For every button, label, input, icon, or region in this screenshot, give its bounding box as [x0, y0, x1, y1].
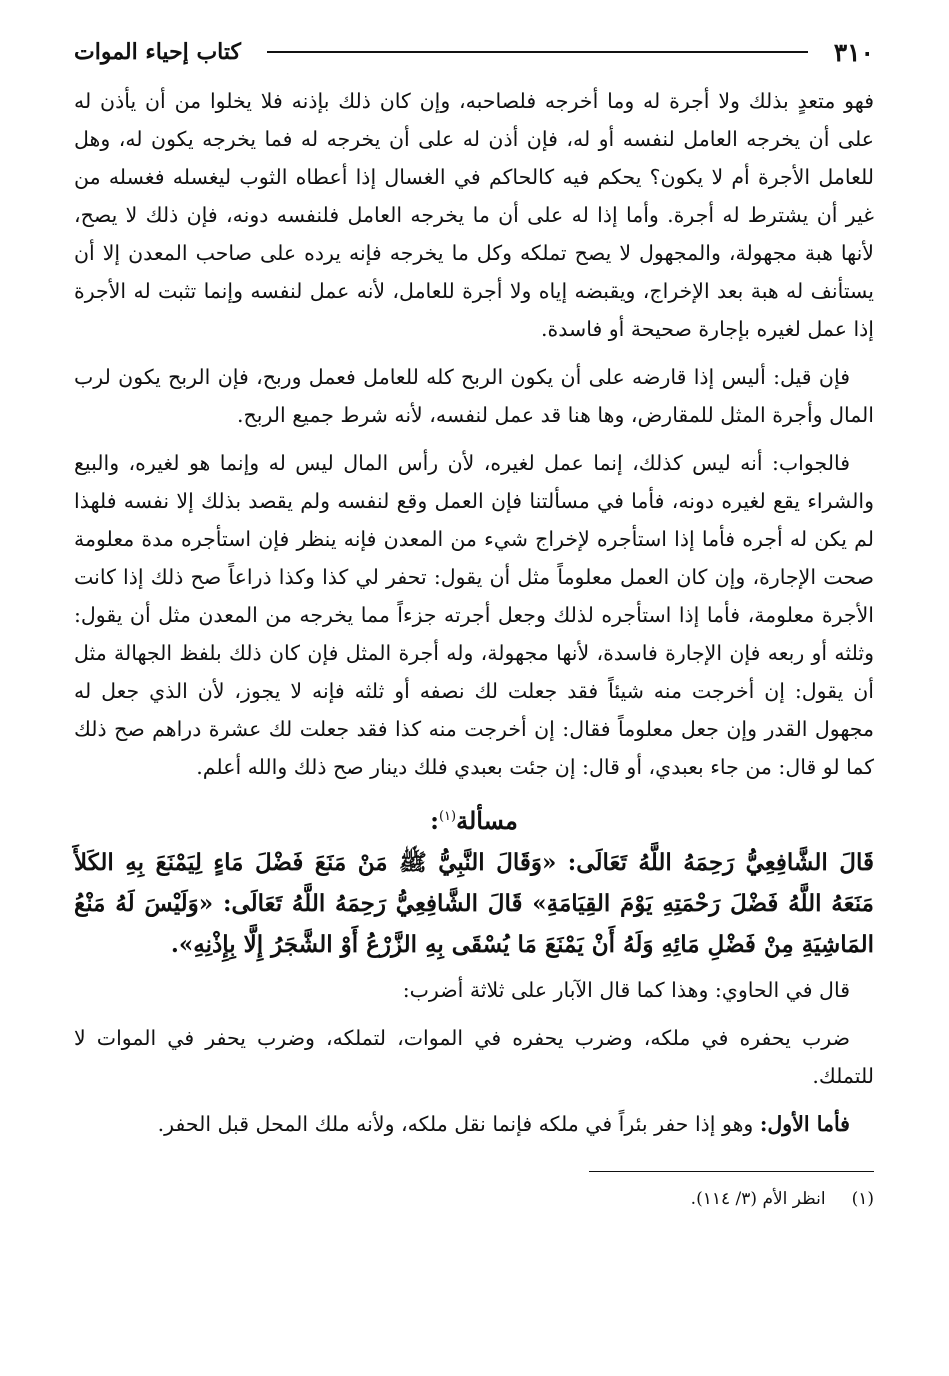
- paragraph: قال في الحاوي: وهذا كما قال الآبار على ثلاثة أضرب:: [402, 978, 850, 1002]
- issue-title-text: مسألة: [456, 806, 518, 835]
- footnote-text: انظر الأم (٣/ ١١٤).: [690, 1189, 826, 1209]
- paragraph: [74, 1105, 874, 1143]
- book-page: [74, 28, 874, 1212]
- footnote-number: (١): [851, 1189, 874, 1209]
- paragraph: فالجواب: أنه ليس كذلك، إنما عمل لغيره، لأن رأس المال ليس له وإنما هو لغيره، والبيع والشراء يقع لغيره دونه، فأما في مسألتنا فإن العمل وقع لنفسه ولم يقصد بذلك إلا نفسه فلهذا لم يكن له أجره فأما إذا استأجره لإخراج شيء من المعدن فإنه ينظر فإن استأجره مدة معلومة صحت الإجارة، وإن كان العمل معلوماً مثل أن يقول: تحفر لي كذا وكذا ذراعاً صح ذلك إذا كانت الأجرة معلومة، فأما إذا استأجره لذلك وجعل أجرته جزءاً مما يخرجه من المعدن مثل أن يقول: وثلثه أو ربعه فإن الإجارة فاسدة، لأنها مجهولة، وله أجرة المثل فإن كان ذلك بلفظ الجهالة مثل أن يقول: إن أخرجت منه شيئاً فقد جعلت لك نصفه أو ثلثه فإنه لا يجوز، لأن الذي جعل له مجهول القدر وإن جعل معلوماً فقال: إن أخرجت منه كذا فقد جعلت لك عشرة دراهم صح ذلك كما لو قال: من جاء بعبدي، أو قال: إن جئت بعبدي فلك دينار صح ذلك والله أعلم.: [74, 451, 874, 779]
- issue-heading: [74, 796, 874, 842]
- matn-text: قَالَ الشَّافِعِيُّ رَحِمَهُ اللَّهُ تَعَالَى: «وَقَالَ النَّبِيُّ ﷺ مَنْ مَنَعَ فَضْلَ مَاءٍ لِيَمْنَعَ بِهِ الكَلأَ مَنَعَهُ اللَّهُ فَضْلَ رَحْمَتِهِ يَوْمَ القِيَامَةِ» قَالَ الشَّافِعِيُّ رَحِمَهُ اللَّهُ تَعَالَى: «وَلَيْسَ لَهُ مَنْعُ المَاشِيَةِ مِنْ فَضْلِ مَائِهِ وَلَهُ أَنْ يَمْنَعَ مَا يُسْقَى بِهِ الزَّرْعُ أَوْ الشَّجَرُ إِلَّا بِإِذْنِهِ».: [74, 849, 874, 958]
- header-rule: [267, 51, 808, 53]
- section-text: وهو إذا حفر بئراً في ملكه فإنما نقل ملكه، ولأنه ملك المحل قبل الحفر.: [157, 1112, 760, 1136]
- page-header: [74, 28, 874, 76]
- paragraph: فهو متعدٍ بذلك ولا أجرة له وما أخرجه فلصاحبه، وإن كان ذلك بإذنه فلا يخلوا من أن يأذن له على أن يخرجه العامل لنفسه أو له، فإن أذن له على أن يخرجه له فما يخرجه يكون له، وهل للعامل الأجرة أم لا يكون؟ يحكم فيه كالحاكم في الغسال إذا أعطاه الثوب ليغسله فغسله من غير أن يشترط له أجرة. وأما إذا له على أن ما يخرجه العامل فلنفسه دونه، فإن ذلك لا يصح، لأنها هبة مجهولة، والمجهول لا يصح تملكه وكل ما يخرجه فإنه يرده على صاحب المعدن إلا أن يستأنف له هبة بعد الإخراج، ويقبضه إياه ولا أجرة للعامل، لأنه عمل لنفسه وإنما تثبت له الأجرة إذا عمل لغيره بإجارة صحيحة أو فاسدة.: [74, 89, 874, 341]
- footnote-marker: (١): [438, 809, 457, 824]
- paragraph: فإن قيل: أليس إذا قارضه على أن يكون الربح كله للعامل فعمل وربح، فإن الربح يكون لرب المال وأجرة المثل للمقارض، وها هنا قد عمل لنفسه، لأنه شرط جميع الربح.: [74, 365, 874, 427]
- issue-title-colon: :: [430, 806, 439, 835]
- paragraph: ضرب يحفره في ملكه، وضرب يحفره في الموات، لتملكه، وضرب يحفر في الموات لا للتملك.: [74, 1026, 874, 1088]
- section-lead: فأما الأول:: [759, 1112, 850, 1136]
- footnote: [74, 1186, 874, 1212]
- running-title: كتاب إحياء الموات: [74, 39, 241, 65]
- footnote-divider: [589, 1171, 874, 1172]
- main-text: [74, 82, 874, 1143]
- page-number: ٣١٠: [833, 37, 874, 67]
